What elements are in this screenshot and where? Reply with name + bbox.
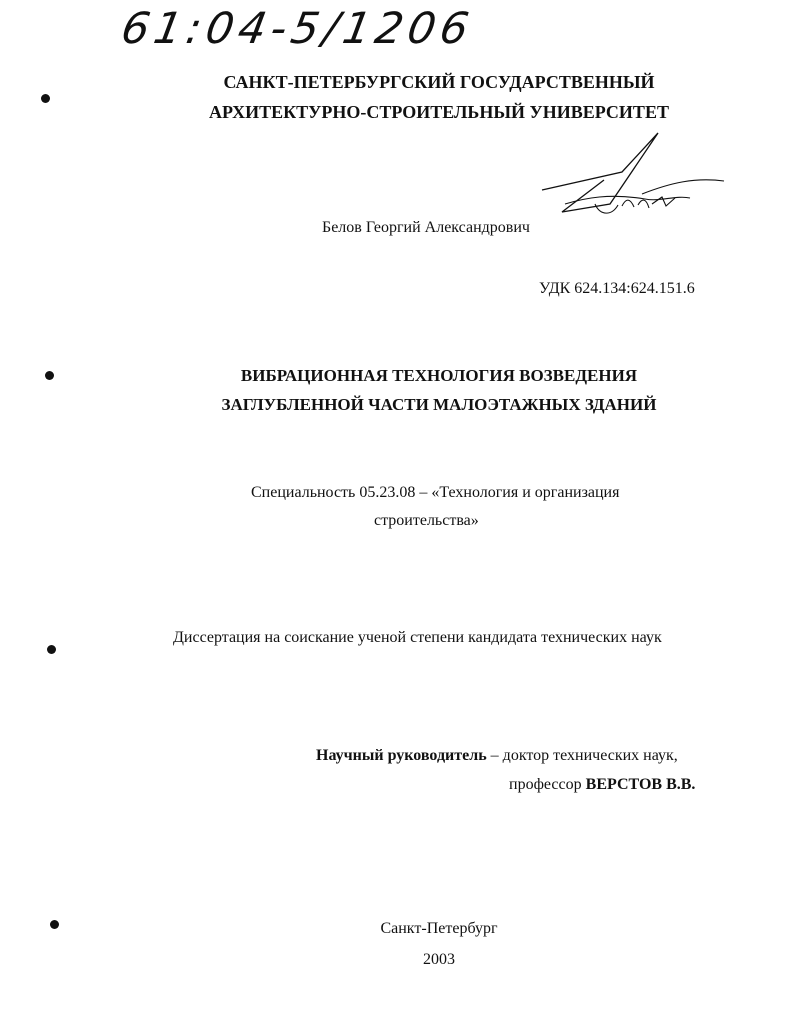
- city: Санкт-Петербург: [380, 920, 498, 937]
- binding-hole-icon: [50, 920, 59, 929]
- university-name-line-2: АРХИТЕКТУРНО-СТРОИТЕЛЬНЫЙ УНИВЕРСИТЕТ: [209, 102, 669, 122]
- binding-hole-icon: [41, 94, 50, 103]
- specialty-line-1: Специальность 05.23.08 – «Технология и организация: [251, 484, 620, 501]
- dissertation-title-line-1: ВИБРАЦИОННАЯ ТЕХНОЛОГИЯ ВОЗВЕДЕНИЯ: [240, 366, 638, 385]
- dissertation-title-line-2: ЗАГЛУБЛЕННОЙ ЧАСТИ МАЛОЭТАЖНЫХ ЗДАНИЙ: [221, 395, 657, 414]
- supervisor-degree: доктор технических наук,: [502, 747, 678, 764]
- specialty-line-2: строительства»: [374, 512, 479, 529]
- binding-hole-icon: [47, 645, 56, 654]
- university-name-line-1: САНКТ-ПЕТЕРБУРГСКИЙ ГОСУДАРСТВЕННЫЙ: [223, 72, 655, 92]
- supervisor-name: ВЕРСТОВ В.В.: [585, 776, 696, 793]
- handwritten-archive-number: 61:04-5/1206: [117, 4, 478, 54]
- signature-icon: [530, 128, 735, 228]
- udk-code: УДК 624.134:624.151.6: [539, 280, 695, 297]
- dissertation-degree-statement: Диссертация на соискание ученой степени кандидата технических наук: [173, 629, 662, 646]
- supervisor-line-1: [316, 747, 678, 765]
- supervisor-separator: –: [486, 747, 503, 764]
- supervisor-rank: профессор: [509, 776, 586, 793]
- supervisor-line-2: [509, 776, 695, 794]
- binding-hole-icon: [45, 371, 54, 380]
- supervisor-label: Научный руководитель: [316, 747, 487, 764]
- year: 2003: [423, 951, 455, 968]
- author-name: Белов Георгий Александрович: [322, 219, 530, 236]
